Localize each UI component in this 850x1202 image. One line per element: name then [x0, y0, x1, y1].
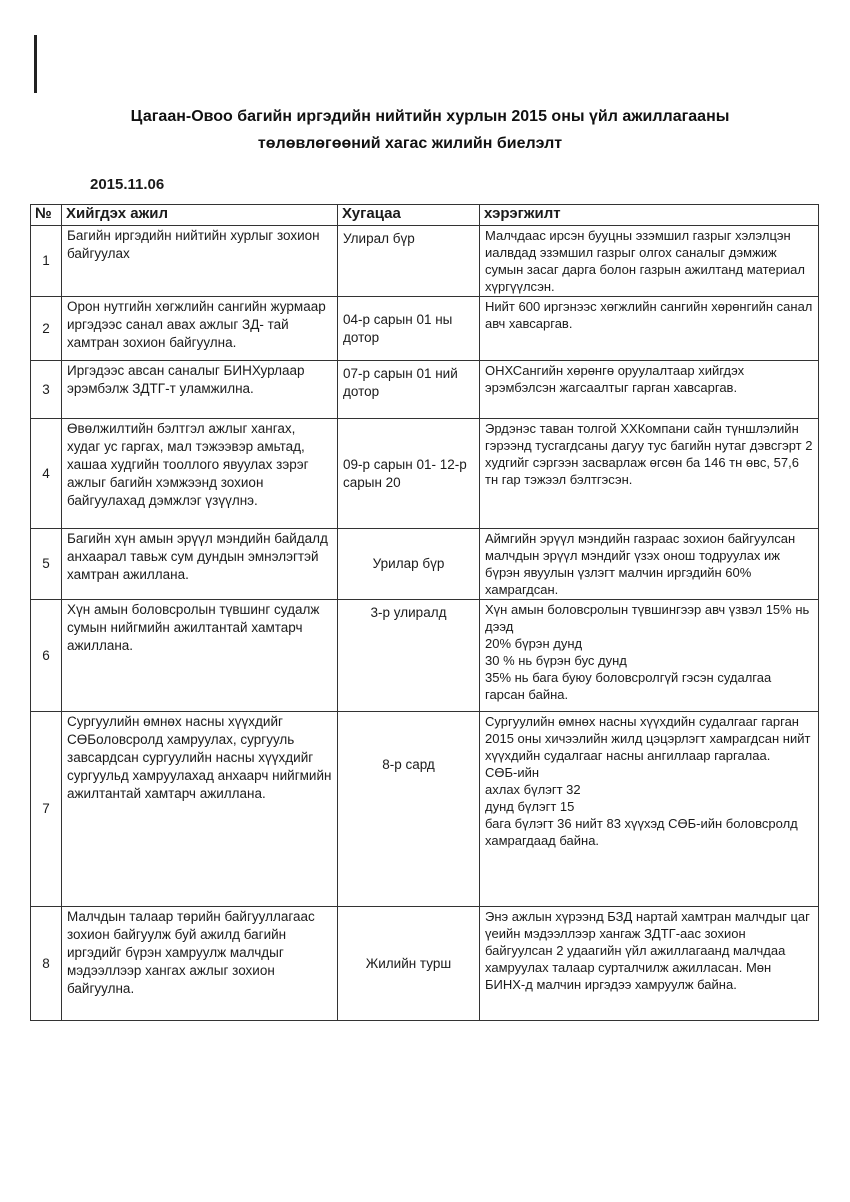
result-line: Энэ ажлын хүрээнд БЗД нартай хамтран малчдыг цаг үеийн мэдээллээр хангаж ЗДТГ-аас зохион байгуулсан 2 удаагийн үйл ажиллагаанд малчдаа хамруулах талаар сурталчилж ажилласан. Мөн БИНХ-д малчин иргэдээ хамруулж байна. [485, 909, 810, 992]
row-task: Малчдын талаар төрийн байгууллагаас зохион байгуулж буй ажилд багийн иргэдийг бүрэн хамруулж малчдыг мэдээллээр хангах ажлыг зохион байгуулна. [62, 907, 338, 1021]
row-result [480, 907, 819, 1021]
row-number: 6 [31, 600, 62, 712]
row-result [480, 712, 819, 907]
row-number: 5 [31, 529, 62, 600]
result-line: Хүн амын боловсролын түвшингээр авч үзвэл 15% нь дээд [485, 602, 810, 634]
row-time: 09-р сарын 01- 12-р сарын 20 [338, 419, 480, 529]
table-row [31, 600, 819, 712]
result-line: Нийт 600 иргэнээс хөгжлийн сангийн хөрөнгийн санал авч хавсаргав. [485, 299, 813, 331]
result-line: ахлах бүлэгт 32 [485, 782, 581, 797]
row-number: 1 [31, 226, 62, 297]
header-time: Хугацаа [338, 205, 480, 226]
row-number: 4 [31, 419, 62, 529]
result-line: бага бүлэгт 36 нийт 83 хүүхэд СӨБ-ийн боловсролд хамрагдаад байна. [485, 816, 798, 848]
row-result [480, 419, 819, 529]
row-time: 04-р сарын 01 ны дотор [338, 297, 480, 361]
row-time: 3-р улиралд [338, 600, 480, 712]
table-row [31, 297, 819, 361]
row-task: Хүн амын боловсролын түвшинг судалж сумын нийгмийн ажилтантай хамтарч ажиллана. [62, 600, 338, 712]
header-result: хэрэгжилт [480, 205, 819, 226]
row-time: Жилийн турш [338, 907, 480, 1021]
document-title: Цагаан-Овоо багийн иргэдийн нийтийн хурлын 2015 оны үйл ажиллагааны [130, 108, 730, 125]
table-row [31, 712, 819, 907]
row-task: Орон нутгийн хөгжлийн сангийн журмаар иргэдээс санал авах ажлыг ЗД- тай хамтран зохион байгуулна. [62, 297, 338, 361]
row-time: 8-р сард [338, 712, 480, 907]
result-line: Аймгийн эрүүл мэндийн газраас зохион байгуулсан малчдын эрүүл мэндийг үзэх онош тодруулах иж бүрэн явуулын үзлэгт малчин иргэдийн 60% хамрагдсан. [485, 531, 796, 597]
document-date: 2015.11.06 [90, 176, 165, 193]
row-number: 3 [31, 361, 62, 419]
row-task: Өвөлжилтийн бэлтгэл ажлыг хангах, худаг ус гаргах, мал тэжээвэр амьтад, хашаа худгийн тооллого явуулах зэрэг ажлыг багийн хэмжээнд зохион байгуулахад дэмжлэг үзүүлнэ. [62, 419, 338, 529]
document-subtitle: төлөвлөгөөний хагас жилийн биелэлт [257, 135, 563, 152]
table-row [31, 226, 819, 297]
table-row [31, 419, 819, 529]
row-result [480, 529, 819, 600]
row-task: Багийн иргэдийн нийтийн хурлыг зохион байгуулах [62, 226, 338, 297]
table-row [31, 361, 819, 419]
header-task: Хийгдэх ажил [62, 205, 338, 226]
row-number: 7 [31, 712, 62, 907]
result-line: дунд бүлэгт 15 [485, 799, 575, 814]
result-line: 20% бүрэн дунд [485, 636, 583, 651]
result-line: ОНХСангийн хөрөнгө оруулалтаар хийгдэх эрэмбэлсэн жагсаалтыг гарган хавсаргав. [485, 363, 745, 395]
table-header-row [31, 205, 819, 226]
row-task: Багийн хүн амын эрүүл мэндийн байдалд анхаарал тавьж сум дундын эмнэлэгтэй хамтран ажиллана. [62, 529, 338, 600]
result-line: 35% нь бага буюу боловсролгүй гэсэн судалгаа гарсан байна. [485, 670, 772, 702]
row-result [480, 600, 819, 712]
header-number: № [31, 205, 62, 226]
row-number: 2 [31, 297, 62, 361]
row-result [480, 226, 819, 297]
table-row [31, 907, 819, 1021]
row-result [480, 297, 819, 361]
result-line: СӨБ-ийн [485, 765, 540, 780]
plan-table [30, 204, 819, 1021]
row-time: 07-р сарын 01 ний дотор [338, 361, 480, 419]
result-line: Эрдэнэс таван толгой ХХКомпани сайн түншлэлийн гэрээнд тусгагдсаны дагуу тус багийн нутаг дэвсгэрт 2 худгийг сэргээн засварлаж өгсөн ба 146 тн өвс, 57,6 тн гар тэжээл бэлтгэсэн. [485, 421, 813, 487]
result-line: Малчдаас ирсэн бууцны эзэмшил газрыг хэлэлцэн иалвдад эзэмшил газрыг олгох саналыг дэмжиж сумын засаг дарга болон газрын ажилтанд материал хүргүүлсэн. [485, 228, 805, 294]
row-time: Улирал бүр [338, 226, 480, 297]
result-line: Сургуулийн өмнөх насны хүүхдийн судалгааг гарган 2015 оны хичээлийн жилд цэцэрлэгт хамрагдсан нийт хүүхдийн судалгааг насны ангиллаар гаргалаа. [485, 714, 811, 763]
row-number: 8 [31, 907, 62, 1021]
row-task: Сургуулийн өмнөх насны хүүхдийг СӨБоловсролд хамруулах, сургууль завсардсан сургуулийн насны хүүхдийг сургуульд хамруулахад анхаарч нийгмийн ажилтантай хамтарч ажиллана. [62, 712, 338, 907]
row-time: Урилар бүр [338, 529, 480, 600]
result-line: 30 % нь бүрэн бус дунд [485, 653, 627, 668]
table-row [31, 529, 819, 600]
row-task: Иргэдээс авсан саналыг БИНХурлаар эрэмбэлж ЗДТГ-т уламжилна. [62, 361, 338, 419]
margin-mark [34, 35, 37, 93]
row-result [480, 361, 819, 419]
